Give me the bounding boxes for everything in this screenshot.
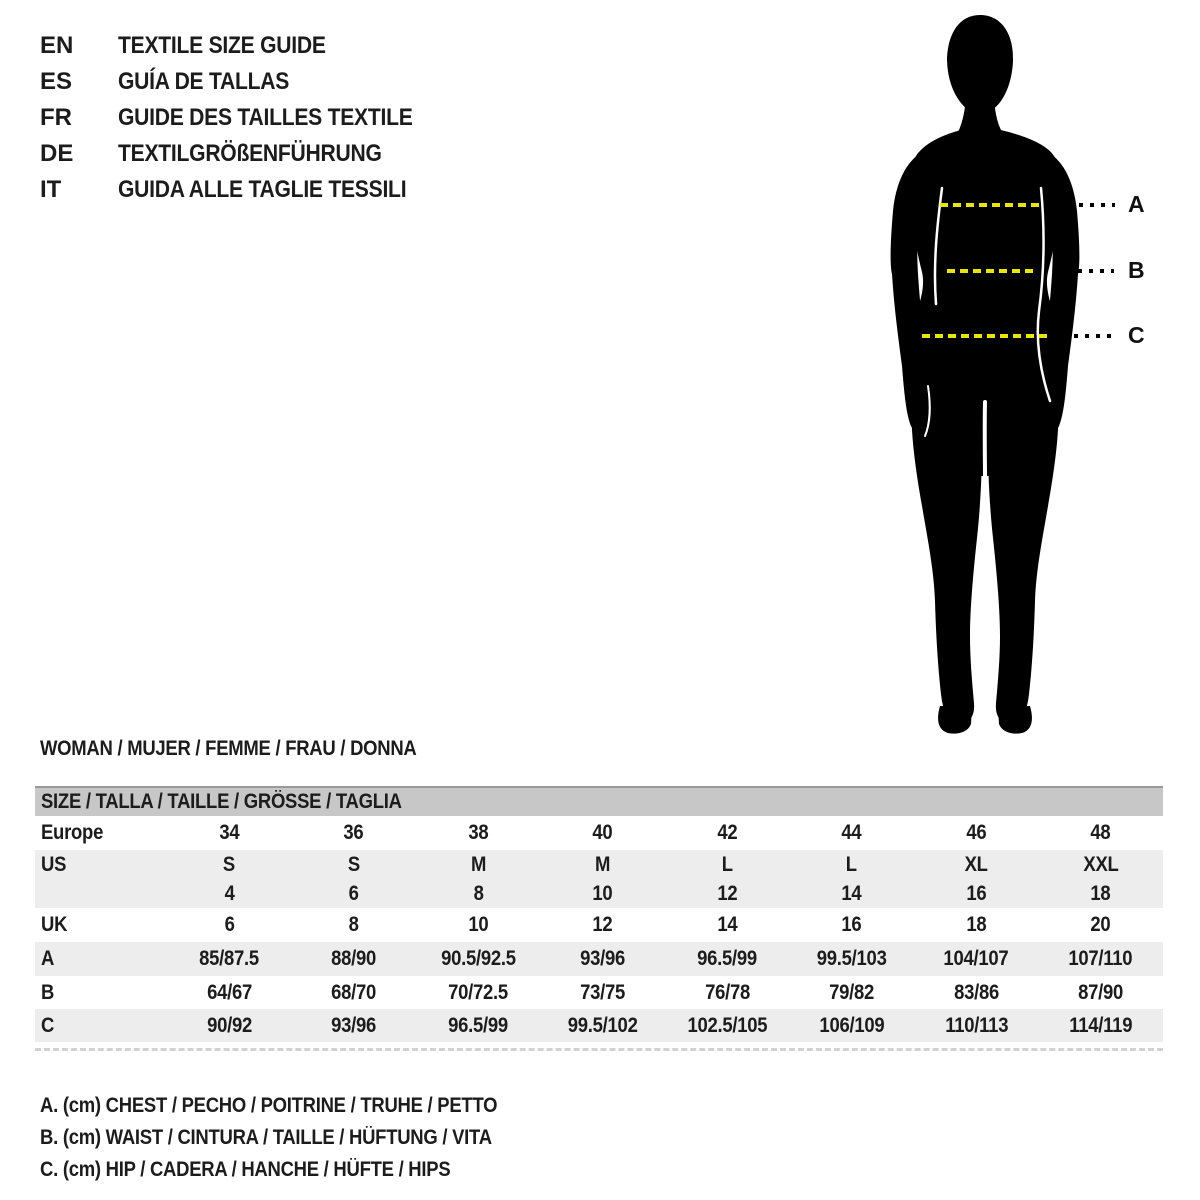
size-value-text: 18	[966, 913, 987, 936]
size-value-text: 114/119	[1069, 1013, 1133, 1037]
legend-text: A. (cm) CHEST / PECHO / POITRINE / TRUHE / PETTO	[40, 1094, 498, 1117]
size-value	[416, 853, 541, 877]
size-value-text: 110/113	[944, 1013, 1008, 1037]
row-label	[35, 821, 167, 845]
size-value	[292, 882, 417, 906]
size-value-text: L	[846, 852, 858, 876]
legend-text: C. (cm) HIP / CADERA / HANCHE / HÜFTE / HIPS	[40, 1158, 451, 1181]
lang-code: FR	[40, 104, 72, 131]
size-value-text: 20	[1090, 913, 1111, 936]
size-value-text: 6	[224, 913, 235, 936]
size-value-text: 36	[343, 821, 364, 844]
size-value	[292, 913, 417, 937]
table-bottom-divider	[35, 1048, 1163, 1051]
size-value-text: 90/92	[206, 1013, 252, 1037]
size-value-text: 85/87.5	[199, 947, 260, 970]
row-label-text: US	[41, 852, 67, 876]
size-value	[416, 947, 541, 971]
section-title	[40, 737, 468, 761]
section-title-text: WOMAN / MUJER / FEMME / FRAU / DONNA	[40, 737, 417, 760]
size-value	[541, 947, 666, 971]
size-value-text: 12	[717, 881, 738, 905]
size-value	[541, 981, 666, 1005]
size-value	[790, 882, 915, 906]
size-value-text: 96.5/99	[448, 1013, 509, 1037]
size-value	[541, 853, 666, 877]
table-row-waist	[35, 976, 1163, 1009]
measure-label-chest: A	[1128, 191, 1145, 217]
size-value	[914, 853, 1039, 877]
measurement-legend	[40, 1090, 560, 1186]
size-value	[665, 981, 790, 1005]
table-row-uk	[35, 908, 1163, 942]
size-value	[1039, 882, 1164, 906]
size-value	[914, 913, 1039, 937]
size-value	[790, 981, 915, 1005]
size-value-text: 44	[841, 821, 862, 844]
size-value-text: 42	[717, 821, 738, 844]
size-value-text: 87/90	[1078, 980, 1124, 1004]
table-row-europe	[35, 816, 1163, 850]
size-value-text: M	[595, 852, 611, 876]
table-header	[35, 786, 1163, 816]
size-value	[665, 913, 790, 937]
size-value	[416, 1014, 541, 1038]
size-value-text: 83/86	[953, 980, 999, 1004]
size-value	[665, 853, 790, 877]
woman-silhouette-icon	[878, 6, 1163, 746]
size-value	[541, 882, 666, 906]
size-value	[665, 821, 790, 845]
table-row-hip	[35, 1009, 1163, 1042]
size-value	[790, 913, 915, 937]
size-value-text: XXL	[1083, 852, 1119, 876]
size-value-text: 76/78	[704, 980, 750, 1004]
lang-title: GUÍA DE TALLAS	[118, 68, 290, 95]
legend-row-chest	[40, 1090, 560, 1122]
size-value-text: 99.5/102	[567, 1013, 638, 1037]
size-value-text: 79/82	[829, 980, 875, 1004]
table-row-us-letters	[35, 850, 1163, 879]
size-value-text: 102.5/105	[687, 1013, 768, 1037]
size-value	[416, 981, 541, 1005]
size-value-text: 6	[348, 881, 359, 905]
size-value-text: 8	[473, 881, 484, 905]
size-value	[1039, 821, 1164, 845]
size-value-text: 90.5/92.5	[440, 947, 516, 970]
size-value	[790, 947, 915, 971]
size-value-text: 12	[592, 913, 613, 936]
measure-label-hip: C	[1128, 322, 1145, 348]
size-value-text: 48	[1090, 821, 1111, 844]
row-label	[35, 853, 167, 877]
lang-row-de	[40, 136, 453, 172]
row-label	[35, 947, 167, 971]
size-value-text: 10	[592, 881, 613, 905]
lang-row-fr	[40, 100, 453, 136]
size-value	[416, 821, 541, 845]
size-value-text: 4	[224, 881, 235, 905]
size-value	[167, 882, 292, 906]
size-value	[292, 1014, 417, 1038]
size-value-text: 64/67	[206, 980, 252, 1004]
row-label-text: C	[41, 1013, 55, 1037]
size-value	[167, 981, 292, 1005]
size-value-text: 10	[468, 913, 489, 936]
size-value-text: 88/90	[331, 947, 377, 970]
measure-label-waist: B	[1128, 257, 1145, 283]
size-value	[1039, 981, 1164, 1005]
size-value-text: 107/110	[1068, 947, 1133, 970]
language-title-list	[40, 28, 453, 208]
size-table	[35, 786, 1163, 1042]
size-value	[167, 853, 292, 877]
size-value-text: S	[347, 852, 360, 876]
row-label	[35, 913, 167, 937]
size-value	[790, 1014, 915, 1038]
size-value	[1039, 913, 1164, 937]
lang-title: TEXTILE SIZE GUIDE	[118, 32, 326, 59]
row-label	[35, 1014, 167, 1038]
size-value-text: 18	[1090, 881, 1111, 905]
size-value	[665, 1014, 790, 1038]
size-value-text: 104/107	[943, 947, 1009, 970]
size-value-text: 73/75	[580, 980, 626, 1004]
lang-row-en	[40, 28, 453, 64]
size-value-text: 16	[841, 913, 862, 936]
size-value	[292, 947, 417, 971]
size-value	[541, 913, 666, 937]
size-value	[292, 981, 417, 1005]
size-value	[914, 981, 1039, 1005]
size-value	[167, 947, 292, 971]
size-value-text: XL	[964, 852, 988, 876]
lang-row-es	[40, 64, 453, 100]
size-value-text: 38	[468, 821, 489, 844]
size-value-text: 40	[592, 821, 613, 844]
size-value	[1039, 853, 1164, 877]
row-label	[35, 882, 167, 906]
size-value	[541, 821, 666, 845]
size-value	[790, 853, 915, 877]
lang-code: DE	[40, 140, 74, 167]
size-value	[914, 821, 1039, 845]
size-value-text: S	[223, 852, 236, 876]
size-value	[914, 947, 1039, 971]
size-value	[665, 947, 790, 971]
size-value	[914, 882, 1039, 906]
row-label-text: A	[41, 947, 55, 970]
size-value	[167, 913, 292, 937]
row-label	[35, 981, 167, 1005]
size-value-text: L	[721, 852, 733, 876]
lang-code: EN	[40, 32, 74, 59]
size-value	[416, 882, 541, 906]
size-value-text: 68/70	[331, 980, 377, 1004]
size-value-text: M	[470, 852, 486, 876]
lang-code: IT	[40, 176, 62, 203]
table-row-us-numbers	[35, 879, 1163, 908]
legend-row-waist	[40, 1122, 560, 1154]
size-value-text: 8	[348, 913, 359, 936]
size-value	[292, 821, 417, 845]
table-header-text: SIZE / TALLA / TAILLE / GRÖSSE / TAGLIA	[41, 790, 402, 813]
size-value	[292, 853, 417, 877]
size-value	[541, 1014, 666, 1038]
size-value-text: 93/96	[331, 1013, 377, 1037]
lang-row-it	[40, 172, 453, 208]
size-value-text: 70/72.5	[448, 980, 509, 1004]
size-value-text: 14	[841, 881, 862, 905]
size-value	[416, 913, 541, 937]
size-value	[1039, 947, 1164, 971]
size-value-text: 14	[717, 913, 738, 936]
size-value-text: 93/96	[580, 947, 626, 970]
size-value	[167, 1014, 292, 1038]
row-label-text: UK	[41, 913, 68, 936]
size-value	[790, 821, 915, 845]
size-value	[665, 882, 790, 906]
size-value-text: 34	[219, 821, 240, 844]
size-value	[914, 1014, 1039, 1038]
table-row-chest	[35, 942, 1163, 976]
row-label-text: B	[41, 980, 55, 1004]
legend-text: B. (cm) WAIST / CINTURA / TAILLE / HÜFTUNG / VITA	[40, 1126, 492, 1149]
lang-title: GUIDE DES TAILLES TEXTILE	[118, 104, 413, 131]
lang-title: GUIDA ALLE TAGLIE TESSILI	[118, 176, 407, 203]
size-value-text: 16	[966, 881, 987, 905]
size-value-text: 96.5/99	[697, 947, 758, 970]
row-label-text: Europe	[41, 821, 104, 844]
lang-code: ES	[40, 68, 73, 95]
size-value	[167, 821, 292, 845]
size-value-text: 46	[966, 821, 987, 844]
size-value	[1039, 1014, 1164, 1038]
size-value-text: 99.5/103	[816, 947, 887, 970]
lang-title: TEXTILGRÖßENFÜHRUNG	[118, 140, 382, 167]
legend-row-hip	[40, 1154, 560, 1186]
size-value-text: 106/109	[819, 1013, 885, 1037]
